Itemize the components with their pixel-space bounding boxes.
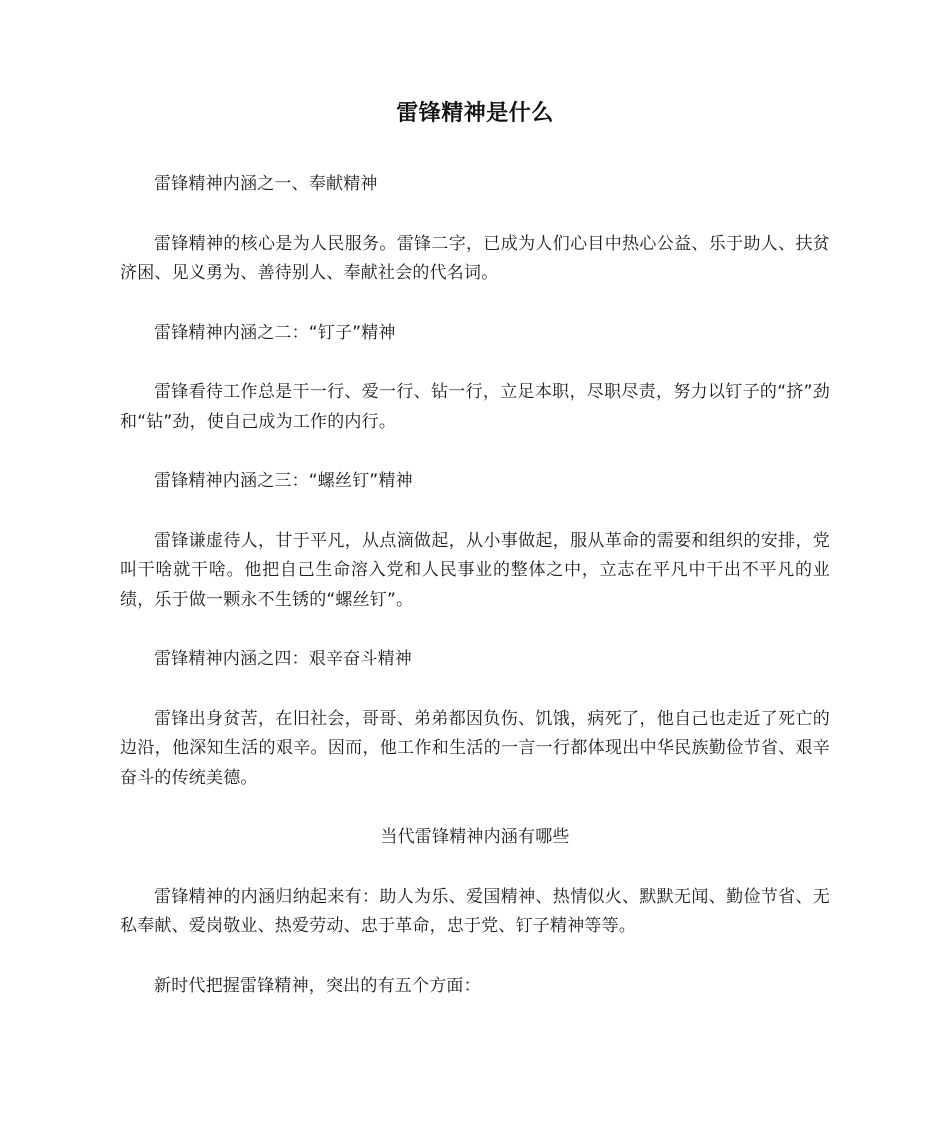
body-paragraph-4: 雷锋出身贫苦，在旧社会，哥哥、弟弟都因负伤、饥饿，病死了，他自己也走近了死亡的边沿，他深知生活的艰辛。因而，他工作和生活的一言一行都体现出中华民族勤俭节省、艰辛奋斗的传统美德。	[120, 708, 830, 788]
body-paragraph-3: 雷锋谦虚待人，甘于平凡，从点滴做起，从小事做起，服从革命的需要和组织的安排，党叫干啥就干啥。他把自己生命溶入党和人民事业的整体之中，立志在平凡中干出不平凡的业绩，乐于做一颗永不生锈的“螺丝钉”。	[120, 530, 830, 610]
document-title: 雷锋精神是什么	[396, 101, 554, 126]
section-heading-3: 雷锋精神内涵之三：“螺丝钉”精神	[154, 471, 413, 491]
body-paragraph-5: 雷锋精神的内涵归纳起来有：助人为乐、爱国精神、热情似火、默默无闻、勤俭节省、无私奉献、爱岗敬业、热爱劳动、忠于革命，忠于党、钉子精神等等。	[120, 886, 830, 936]
body-paragraph-6: 新时代把握雷锋精神，突出的有五个方面：	[154, 975, 481, 996]
section-heading-4: 雷锋精神内涵之四：艰辛奋斗精神	[154, 649, 412, 669]
body-paragraph-1: 雷锋精神的核心是为人民服务。雷锋二字，已成为人们心目中热心公益、乐于助人、扶贫济困、见义勇为、善待别人、奉献社会的代名词。	[120, 233, 830, 283]
section-heading-1: 雷锋精神内涵之一、奉献精神	[154, 174, 378, 194]
body-paragraph-2: 雷锋看待工作总是干一行、爱一行、钻一行，立足本职，尽职尽责，努力以钉子的“挤”劲和“钻”劲，使自己成为工作的内行。	[120, 382, 830, 432]
section-heading-2: 雷锋精神内涵之二：“钉子”精神	[154, 322, 396, 343]
subtitle-heading: 当代雷锋精神内涵有哪些	[380, 827, 570, 847]
